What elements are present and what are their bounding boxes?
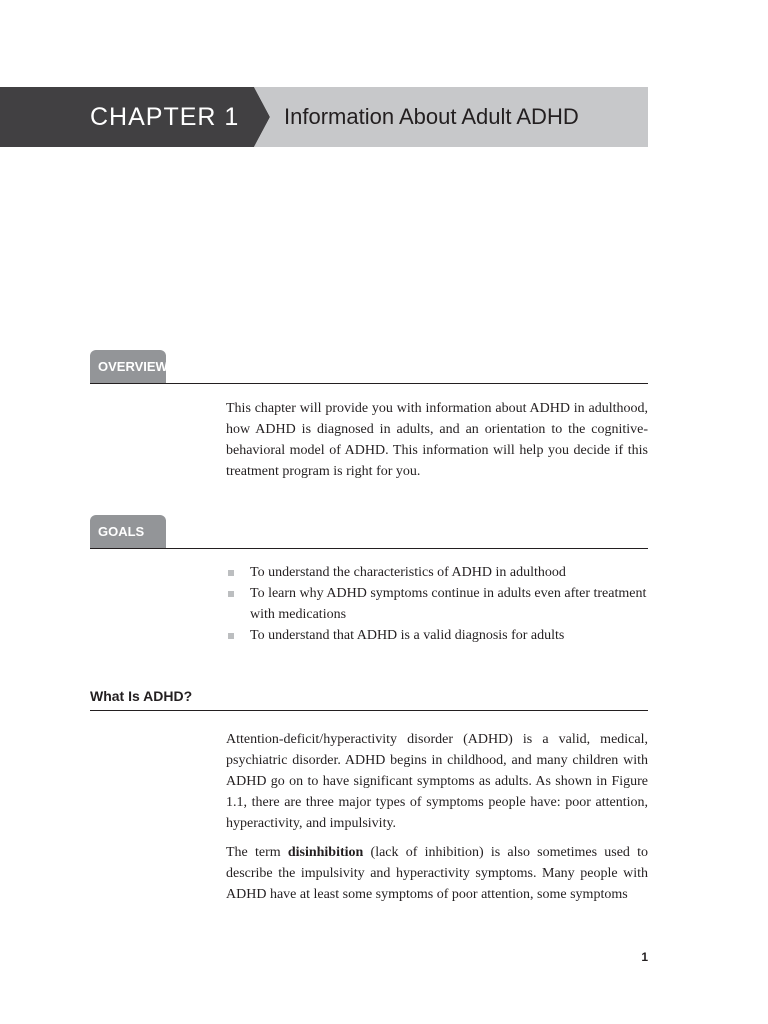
- goal-text: To understand the characteristics of ADHD in adulthood: [250, 565, 566, 580]
- overview-section-header: [90, 349, 648, 384]
- square-bullet-icon: [228, 633, 234, 639]
- list-item: [226, 583, 648, 625]
- goals-section-header: [90, 514, 648, 549]
- page-number: 1: [641, 950, 648, 964]
- square-bullet-icon: [228, 591, 234, 597]
- paragraph-text: (lack of inhibition) is also sometimes used to describe the impulsivity and hyperactivity symptoms. Many people with ADHD have at least some symptoms of poor attention, some symptoms: [226, 845, 649, 902]
- goal-text: To understand that ADHD is a valid diagnosis for adults: [250, 628, 565, 643]
- goals-tab: GOALS: [90, 515, 166, 548]
- key-term: disinhibition: [287, 845, 364, 860]
- square-bullet-icon: [228, 570, 234, 576]
- chapter-label: CHAPTER 1: [90, 103, 240, 131]
- body-paragraph-1: Attention-deficit/hyperactivity disorder (ADHD) is a valid, medical, psychiatric disorder. ADHD begins in childhood, and many children with ADHD go on to have significant symptoms as adults. As shown in Figure 1.1, there are three major types of symptoms people have: poor attention, hyperactivity, and impulsivity.: [226, 732, 648, 831]
- chapter-title: Information About Adult ADHD: [284, 104, 579, 129]
- section-heading: What Is ADHD?: [90, 686, 648, 711]
- chapter-banner: [0, 87, 648, 147]
- overview-text: This chapter will provide you with information about ADHD in adulthood, how ADHD is diagnosed in adults, and an orientation to the cognitive-behavioral model of ADHD. This information will help you decide if this treatment program is right for you.: [226, 401, 648, 479]
- body-paragraph-2: [226, 842, 648, 905]
- list-item: [226, 562, 648, 583]
- paragraph-text: The term: [226, 845, 288, 860]
- goal-text: To learn why ADHD symptoms continue in adults even after treatment with medications: [250, 586, 647, 622]
- list-item: [226, 625, 648, 646]
- goals-list: [226, 562, 648, 646]
- overview-tab: OVERVIEW: [90, 350, 166, 383]
